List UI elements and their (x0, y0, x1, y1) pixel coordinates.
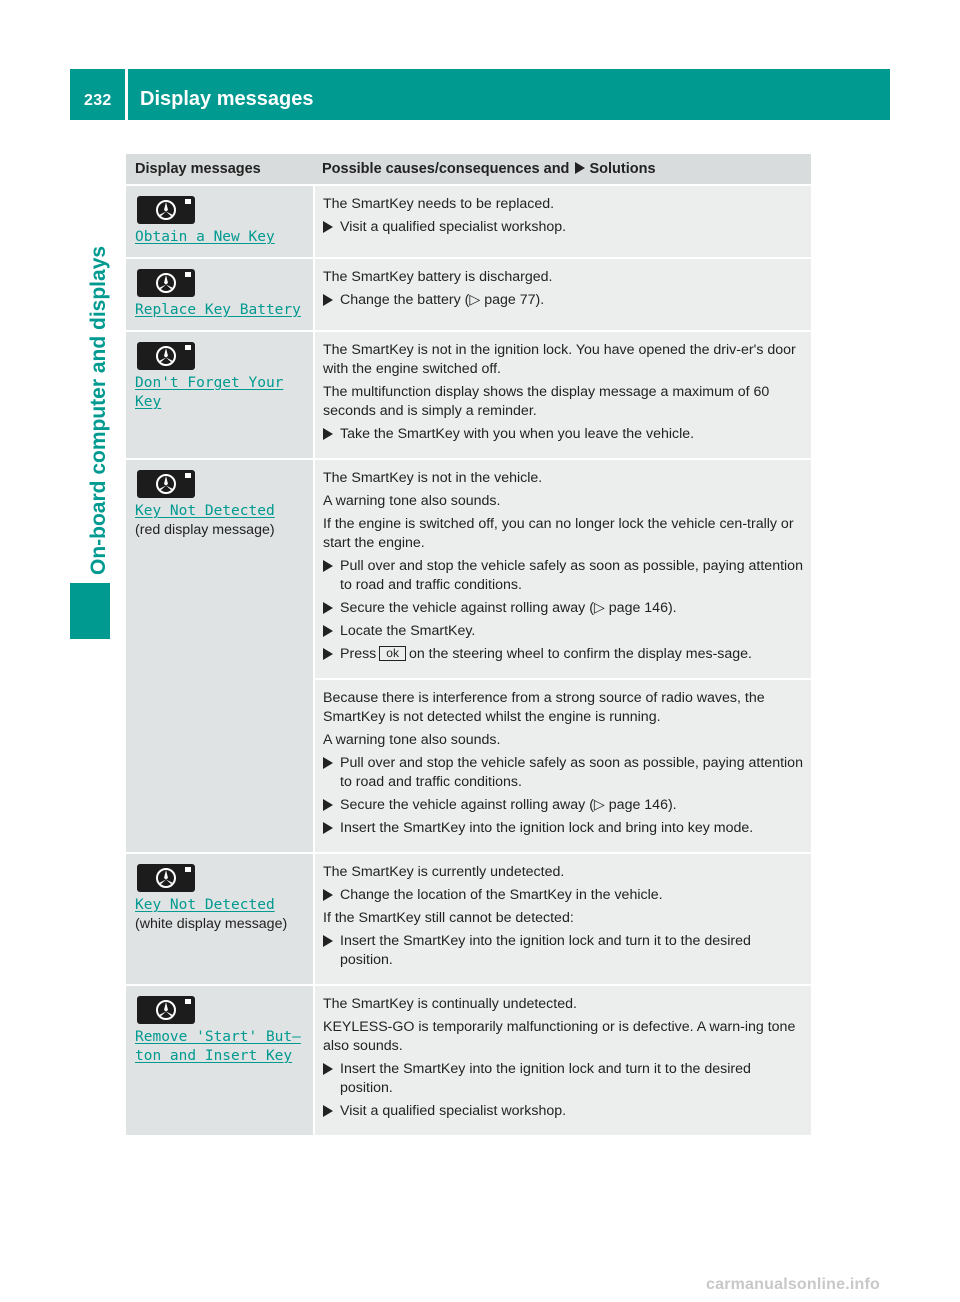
triangle-arrow-icon (323, 625, 333, 637)
smartkey-icon (137, 470, 195, 498)
smartkey-icon (137, 196, 195, 224)
cause-text: The SmartKey is not in the vehicle. (323, 470, 543, 486)
solution-step-text: Pull over and stop the vehicle safely as soon as possible, paying attention to road and traffic conditions. (340, 755, 803, 790)
display-message-cell (126, 185, 314, 258)
column-header-solutions-label: Solutions (589, 161, 656, 177)
solution-cell (314, 853, 811, 985)
chapter-side-label: On-board computer and displays (87, 245, 110, 575)
display-message-code: Remove 'Start' But– ton and Insert Key (135, 1029, 301, 1064)
solution-step-text: Insert the SmartKey into the ignition lock and bring into key mode. (340, 820, 754, 836)
solution-step-text: Secure the vehicle against rolling away (▷ page 146). (340, 600, 677, 616)
cause-text: The SmartKey is not in the ignition lock. You have opened the driv-er's door with the engine switched off. (323, 342, 796, 377)
column-header-solutions (314, 154, 811, 185)
display-messages-table (126, 154, 811, 1137)
solution-cell (314, 679, 811, 853)
ok-button-icon: ok (379, 646, 406, 661)
solution-step (323, 557, 803, 595)
cause-text: The SmartKey battery is discharged. (323, 269, 553, 285)
cause-text: A warning tone also sounds. (323, 732, 501, 748)
display-message-cell (126, 853, 314, 985)
solution-cell (314, 258, 811, 331)
chapter-side-block (70, 583, 110, 639)
solution-step (323, 796, 803, 815)
solution-step-text: on the steering wheel to confirm the display mes-sage. (408, 646, 752, 662)
display-message-note: (red display message) (135, 522, 275, 538)
solution-step-text: Take the SmartKey with you when you leave the vehicle. (340, 426, 695, 442)
solution-cell (314, 459, 811, 679)
solution-step (323, 819, 803, 838)
cause-text: The multifunction display shows the display message a maximum of 60 seconds and is simply a reminder. (323, 384, 770, 419)
display-message-cell (126, 985, 314, 1136)
column-header-causes-label: Possible causes/consequences and (322, 161, 570, 177)
solution-step (323, 886, 803, 905)
solution-step-text: Secure the vehicle against rolling away (▷ page 146). (340, 797, 677, 813)
solution-step-text: Change the location of the SmartKey in the vehicle. (340, 887, 663, 903)
display-message-code: Obtain a New Key (135, 229, 275, 245)
triangle-arrow-icon (323, 221, 333, 233)
triangle-arrow-icon (323, 1105, 333, 1117)
solution-step-text: Insert the SmartKey into the ignition lock and turn it to the desired position. (340, 1061, 751, 1096)
table-row (126, 459, 811, 679)
triangle-arrow-icon (323, 560, 333, 572)
solution-step (323, 291, 803, 310)
display-message-code: Key Not Detected (135, 897, 275, 913)
table-header-row (126, 154, 811, 185)
display-message-cell (126, 459, 314, 853)
smartkey-icon (137, 342, 195, 370)
solution-step (323, 754, 803, 792)
triangle-arrow-icon (323, 822, 333, 834)
cause-text: If the SmartKey still cannot be detected: (323, 910, 574, 926)
triangle-arrow-icon (323, 935, 333, 947)
smartkey-icon (137, 996, 195, 1024)
solution-step (323, 599, 803, 618)
cause-text: The SmartKey needs to be replaced. (323, 196, 555, 212)
smartkey-icon (137, 864, 195, 892)
triangle-arrow-icon (323, 294, 333, 306)
display-message-cell (126, 258, 314, 331)
solution-cell (314, 331, 811, 459)
solution-step (323, 1102, 803, 1121)
table-row (126, 331, 811, 459)
solution-step (323, 932, 803, 970)
header-divider (125, 69, 128, 120)
solution-step-text: Locate the SmartKey. (340, 623, 476, 639)
table-row (126, 853, 811, 985)
display-message-cell (126, 331, 314, 459)
triangle-arrow-icon (323, 1063, 333, 1075)
solution-step (323, 218, 803, 237)
watermark: carmanualsonline.info (706, 1276, 881, 1293)
solution-step-text: Press (340, 646, 377, 662)
cause-text: If the engine is switched off, you can no longer lock the vehicle cen-trally or start the engine. (323, 516, 794, 551)
solution-cell (314, 985, 811, 1136)
display-message-code: Key Not Detected (135, 503, 275, 519)
table-row (126, 185, 811, 258)
smartkey-icon (137, 269, 195, 297)
triangle-arrow-icon (575, 162, 585, 174)
display-message-code: Replace Key Battery (135, 302, 301, 318)
column-header-display-messages: Display messages (126, 154, 314, 185)
table-row (126, 985, 811, 1136)
solution-step-text: Pull over and stop the vehicle safely as soon as possible, paying attention to road and traffic conditions. (340, 558, 803, 593)
display-message-code: Don't Forget Your Key (135, 375, 284, 410)
page-title: Display messages (140, 88, 314, 110)
triangle-arrow-icon (323, 428, 333, 440)
table-row (126, 258, 811, 331)
solution-step-text: Visit a qualified specialist workshop. (340, 1103, 567, 1119)
display-message-note: (white display message) (135, 916, 288, 932)
solution-step-text: Visit a qualified specialist workshop. (340, 219, 567, 235)
cause-text: The SmartKey is continually undetected. (323, 996, 577, 1012)
cause-text: Because there is interference from a strong source of radio waves, the SmartKey is not detected whilst the engine is running. (323, 690, 765, 725)
solution-step-text: Change the battery (▷ page 77). (340, 292, 545, 308)
triangle-arrow-icon (323, 757, 333, 769)
solution-step-text: Insert the SmartKey into the ignition lock and turn it to the desired position. (340, 933, 751, 968)
triangle-arrow-icon (323, 602, 333, 614)
solution-cell (314, 185, 811, 258)
solution-step (323, 1060, 803, 1098)
triangle-arrow-icon (323, 648, 333, 660)
solution-step (323, 645, 803, 664)
cause-text: KEYLESS-GO is temporarily malfunctioning or is defective. A warn-ing tone also sounds. (323, 1019, 796, 1054)
page-number: 232 (84, 92, 112, 109)
triangle-arrow-icon (323, 889, 333, 901)
solution-step (323, 622, 803, 641)
solution-step (323, 425, 803, 444)
cause-text: A warning tone also sounds. (323, 493, 501, 509)
triangle-arrow-icon (323, 799, 333, 811)
cause-text: The SmartKey is currently undetected. (323, 864, 565, 880)
